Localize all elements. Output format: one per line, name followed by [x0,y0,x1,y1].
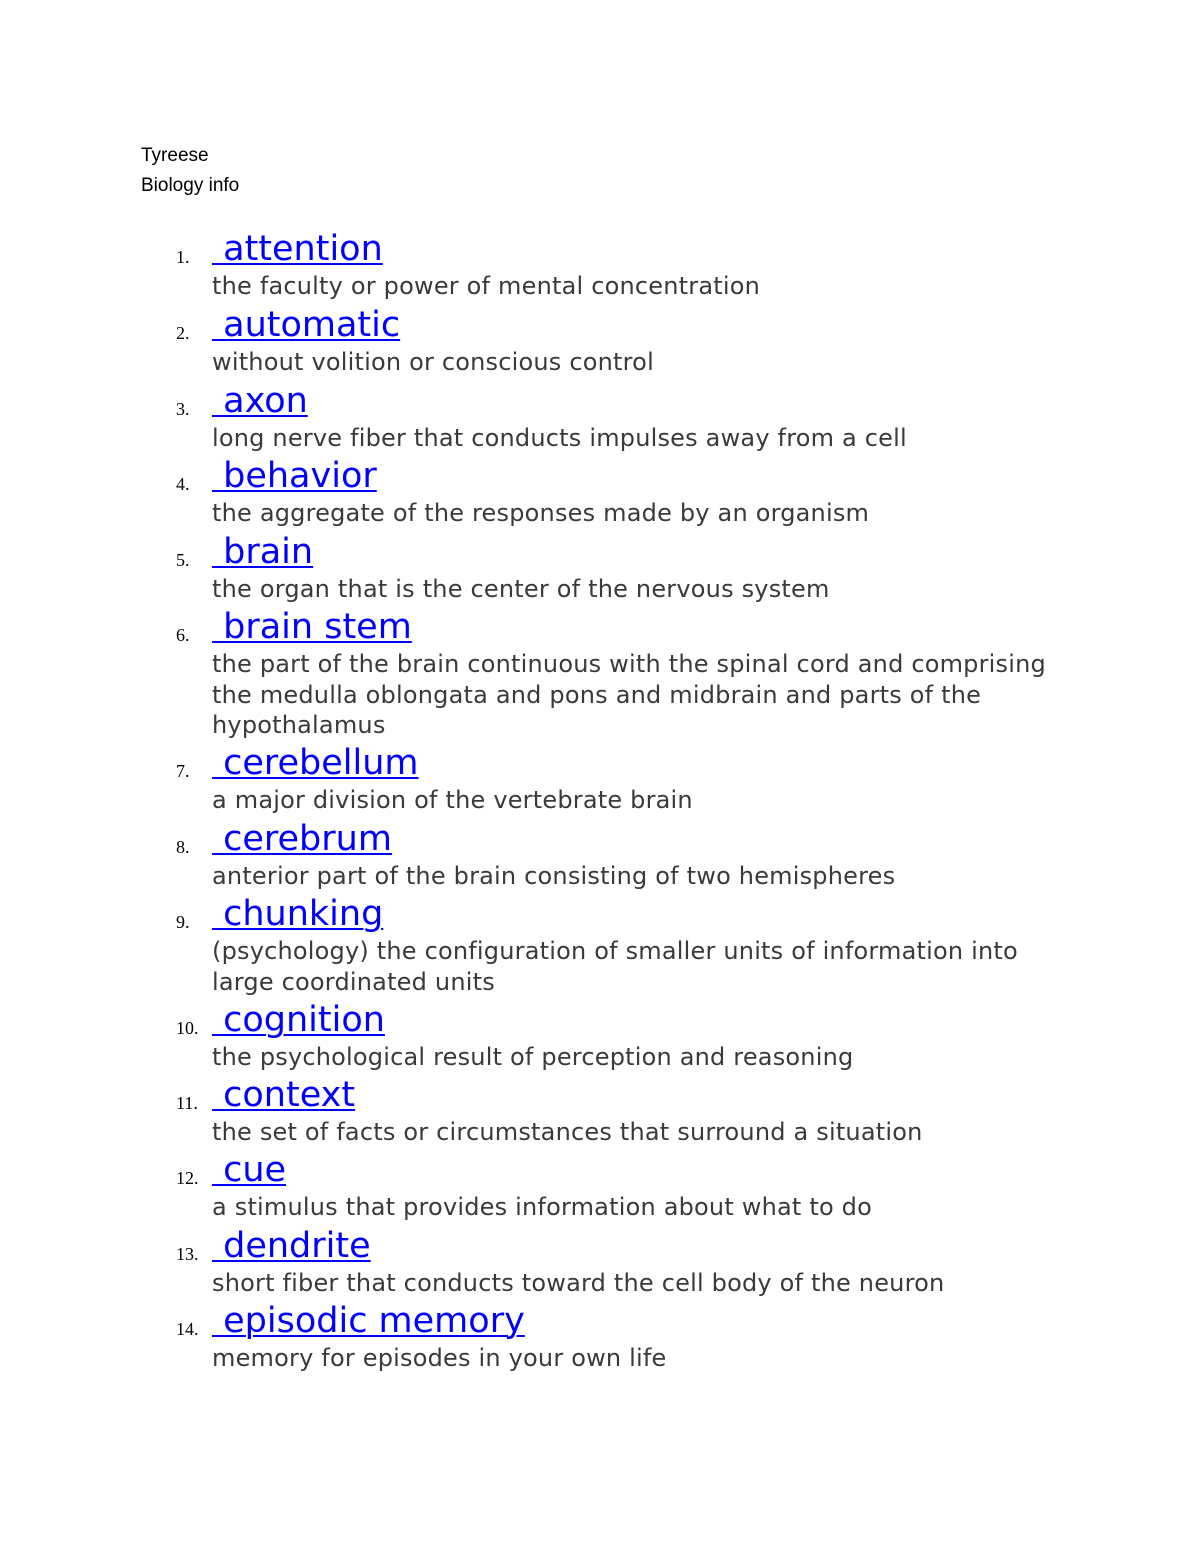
list-item-number: 6. [176,625,190,645]
list-item-number: 2. [176,323,190,343]
term-definition: short fiber that conducts toward the cell body of the neuron [212,1269,945,1297]
term-link[interactable]: dendrite [212,1226,371,1266]
list-item-number: 11. [176,1093,198,1113]
list-item-number: 14. [176,1319,199,1339]
term-definition: the faculty or power of mental concentration [212,272,761,300]
list-item-number: 13. [176,1244,199,1264]
term-link[interactable]: cue [212,1150,287,1190]
document-title: Biology info [141,175,240,196]
term-link[interactable]: behavior [212,456,377,496]
list-item-number: 9. [176,912,190,932]
list-item-number: 5. [176,550,190,570]
list-item-number: 12. [176,1168,199,1188]
term-link[interactable]: chunking [212,894,384,934]
author-name: Tyreese [141,145,209,166]
term-definition: (psychology) the configuration of smaller units of information into large coordinated units [212,937,1018,996]
term-link[interactable]: cognition [212,1000,385,1040]
term-definition: a major division of the vertebrate brain [212,786,693,814]
term-definition: the psychological result of perception and reasoning [212,1043,854,1071]
term-definition: a stimulus that provides information about what to do [212,1193,872,1221]
term-link[interactable]: brain stem [212,607,412,647]
list-item-number: 3. [176,399,190,419]
list-item-number: 1. [176,247,190,267]
term-definition: memory for episodes in your own life [212,1344,667,1372]
term-link[interactable]: episodic memory [212,1301,525,1341]
term-link[interactable]: cerebrum [212,819,392,859]
term-link[interactable]: axon [212,381,308,421]
term-link[interactable]: cerebellum [212,743,419,783]
term-definition: without volition or conscious control [212,348,654,376]
term-definition: long nerve fiber that conducts impulses away from a cell [212,424,907,452]
term-definition: the organ that is the center of the nervous system [212,575,830,603]
term-definition: anterior part of the brain consisting of two hemispheres [212,862,896,890]
list-item-number: 7. [176,761,190,781]
list-item-number: 4. [176,474,190,494]
term-definition: the set of facts or circumstances that surround a situation [212,1118,923,1146]
term-definition: the aggregate of the responses made by an organism [212,499,870,527]
term-link[interactable]: context [212,1075,356,1115]
term-link[interactable]: automatic [212,305,401,345]
list-item-number: 8. [176,837,190,857]
term-link[interactable]: attention [212,229,383,269]
term-link[interactable]: brain [212,532,314,572]
term-definition: the part of the brain continuous with the spinal cord and comprising the medulla oblongata and pons and midbrain and parts of the hypothalamus [212,650,1046,739]
list-item-number: 10. [176,1018,199,1038]
